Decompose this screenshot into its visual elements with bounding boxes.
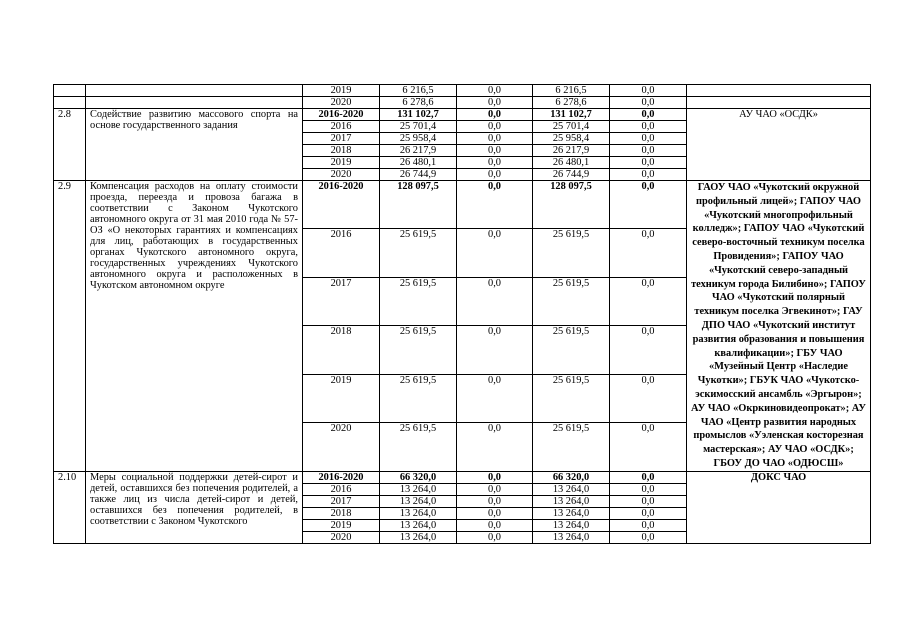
year-cell: 2019: [303, 374, 380, 422]
other-sources-cell: 0,0: [610, 277, 687, 325]
executor-cell: [687, 85, 871, 97]
regional-budget-cell: 25 619,5: [533, 374, 610, 422]
year-cell: 2019: [303, 85, 380, 97]
total-budget-cell: 25 958,4: [380, 133, 457, 145]
row-number-cell: 2.9: [54, 181, 86, 472]
year-cell: 2016-2020: [303, 109, 380, 121]
year-cell: 2016-2020: [303, 471, 380, 483]
table-body: [54, 85, 871, 544]
regional-budget-cell: 25 958,4: [533, 133, 610, 145]
regional-budget-cell: 25 619,5: [533, 326, 610, 374]
total-budget-cell: 25 619,5: [380, 423, 457, 471]
regional-budget-cell: 13 264,0: [533, 495, 610, 507]
total-budget-cell: 25 619,5: [380, 374, 457, 422]
year-cell: 2020: [303, 97, 380, 109]
year-cell: 2019: [303, 519, 380, 531]
other-sources-cell: 0,0: [610, 507, 687, 519]
year-cell: 2017: [303, 133, 380, 145]
total-budget-cell: 25 619,5: [380, 277, 457, 325]
total-budget-cell: 13 264,0: [380, 531, 457, 543]
total-budget-cell: 6 216,5: [380, 85, 457, 97]
total-budget-cell: 25 701,4: [380, 121, 457, 133]
description-cell: Компенсация расходов на оплату стоимости проезда, переезда и провоза багажа в соответствии с Законом Чукотского автономного округа от 31 мая 2010 года № 57-ОЗ «О некоторых гарантиях и компенсациях для лиц, работающих в государственных органах Чукотского автономного округа, государственных учреждениях Чукотского автономного округа и расположенных в Чукотском автономном округе: [86, 181, 303, 472]
federal-budget-cell: 0,0: [457, 169, 533, 181]
total-budget-cell: 26 480,1: [380, 157, 457, 169]
year-cell: 2016: [303, 229, 380, 277]
row-number-cell: [54, 97, 86, 109]
total-budget-cell: 128 097,5: [380, 181, 457, 229]
regional-budget-cell: 26 744,9: [533, 169, 610, 181]
total-budget-cell: 13 264,0: [380, 495, 457, 507]
federal-budget-cell: 0,0: [457, 109, 533, 121]
program-funding-table: [53, 84, 871, 544]
total-budget-cell: 25 619,5: [380, 229, 457, 277]
executor-cell: ДОКС ЧАО: [687, 471, 871, 543]
year-cell: 2019: [303, 157, 380, 169]
federal-budget-cell: 0,0: [457, 519, 533, 531]
federal-budget-cell: 0,0: [457, 229, 533, 277]
regional-budget-cell: 25 701,4: [533, 121, 610, 133]
other-sources-cell: 0,0: [610, 531, 687, 543]
regional-budget-cell: 25 619,5: [533, 229, 610, 277]
federal-budget-cell: 0,0: [457, 507, 533, 519]
federal-budget-cell: 0,0: [457, 97, 533, 109]
other-sources-cell: 0,0: [610, 145, 687, 157]
federal-budget-cell: 0,0: [457, 471, 533, 483]
total-budget-cell: 66 320,0: [380, 471, 457, 483]
year-cell: 2017: [303, 495, 380, 507]
other-sources-cell: 0,0: [610, 109, 687, 121]
year-cell: 2017: [303, 277, 380, 325]
row-number-cell: [54, 85, 86, 97]
table-row: [54, 471, 871, 483]
other-sources-cell: 0,0: [610, 326, 687, 374]
other-sources-cell: 0,0: [610, 85, 687, 97]
total-budget-cell: 26 744,9: [380, 169, 457, 181]
total-budget-cell: 26 217,9: [380, 145, 457, 157]
year-cell: 2018: [303, 145, 380, 157]
other-sources-cell: 0,0: [610, 229, 687, 277]
table-row: [54, 181, 871, 229]
federal-budget-cell: 0,0: [457, 145, 533, 157]
other-sources-cell: 0,0: [610, 471, 687, 483]
executor-cell: АУ ЧАО «ОСДК»: [687, 109, 871, 181]
other-sources-cell: 0,0: [610, 423, 687, 471]
regional-budget-cell: 6 278,6: [533, 97, 610, 109]
other-sources-cell: 0,0: [610, 121, 687, 133]
other-sources-cell: 0,0: [610, 374, 687, 422]
federal-budget-cell: 0,0: [457, 277, 533, 325]
regional-budget-cell: 25 619,5: [533, 423, 610, 471]
federal-budget-cell: 0,0: [457, 133, 533, 145]
other-sources-cell: 0,0: [610, 157, 687, 169]
year-cell: 2020: [303, 423, 380, 471]
regional-budget-cell: 131 102,7: [533, 109, 610, 121]
regional-budget-cell: 6 216,5: [533, 85, 610, 97]
year-cell: 2018: [303, 326, 380, 374]
federal-budget-cell: 0,0: [457, 531, 533, 543]
federal-budget-cell: 0,0: [457, 326, 533, 374]
description-cell: [86, 85, 303, 97]
table-row: [54, 109, 871, 121]
other-sources-cell: 0,0: [610, 495, 687, 507]
row-number-cell: 2.8: [54, 109, 86, 181]
year-cell: 2016-2020: [303, 181, 380, 229]
other-sources-cell: 0,0: [610, 97, 687, 109]
executor-cell: ГАОУ ЧАО «Чукотский окружной профильный лицей»; ГАПОУ ЧАО «Чукотский многопрофильный колледж»; ГАПОУ ЧАО «Чукотский северо-восточный техникум поселка Провидения»; ГАПОУ ЧАО «Чукотский северо-западный техникум города Билибино»; ГАПОУ ЧАО «Чукотский полярный техникум поселка Эгвекинот»; ГАУ ДПО ЧАО «Чукотский институт развития образования и повышения квалификации»; ГБУ ЧАО «Музейный Центр «Наследие Чукотки»; ГБУК ЧАО «Чукотско-эскимосский ансамбль «Эргырон»; АУ ЧАО «Окркиновидеопрокат»; АУ ЧАО «Центр развития народных промыслов «Уэленская косторезная мастерская»; АУ ЧАО «ОСДК»; ГБОУ ДО ЧАО «ОДЮСШ»: [687, 181, 871, 472]
total-budget-cell: 131 102,7: [380, 109, 457, 121]
table-row: [54, 85, 871, 97]
federal-budget-cell: 0,0: [457, 121, 533, 133]
year-cell: 2018: [303, 507, 380, 519]
total-budget-cell: 13 264,0: [380, 483, 457, 495]
regional-budget-cell: 25 619,5: [533, 277, 610, 325]
year-cell: 2016: [303, 121, 380, 133]
year-cell: 2020: [303, 169, 380, 181]
federal-budget-cell: 0,0: [457, 181, 533, 229]
regional-budget-cell: 26 480,1: [533, 157, 610, 169]
federal-budget-cell: 0,0: [457, 374, 533, 422]
regional-budget-cell: 128 097,5: [533, 181, 610, 229]
other-sources-cell: 0,0: [610, 169, 687, 181]
regional-budget-cell: 13 264,0: [533, 519, 610, 531]
other-sources-cell: 0,0: [610, 133, 687, 145]
regional-budget-cell: 66 320,0: [533, 471, 610, 483]
year-cell: 2020: [303, 531, 380, 543]
total-budget-cell: 13 264,0: [380, 519, 457, 531]
federal-budget-cell: 0,0: [457, 423, 533, 471]
total-budget-cell: 13 264,0: [380, 507, 457, 519]
description-cell: Содействие развитию массового спорта на основе государственного задания: [86, 109, 303, 181]
regional-budget-cell: 13 264,0: [533, 483, 610, 495]
federal-budget-cell: 0,0: [457, 495, 533, 507]
total-budget-cell: 6 278,6: [380, 97, 457, 109]
federal-budget-cell: 0,0: [457, 157, 533, 169]
table-row: [54, 97, 871, 109]
description-cell: Меры социальной поддержки детей-сирот и детей, оставшихся без попечения родителей, а также лиц из числа детей-сирот и детей, оставшихся без попечения родителей, в соответствии с Законом Чукотского: [86, 471, 303, 543]
federal-budget-cell: 0,0: [457, 85, 533, 97]
other-sources-cell: 0,0: [610, 483, 687, 495]
description-cell: [86, 97, 303, 109]
other-sources-cell: 0,0: [610, 519, 687, 531]
regional-budget-cell: 13 264,0: [533, 531, 610, 543]
year-cell: 2016: [303, 483, 380, 495]
regional-budget-cell: 13 264,0: [533, 507, 610, 519]
federal-budget-cell: 0,0: [457, 483, 533, 495]
regional-budget-cell: 26 217,9: [533, 145, 610, 157]
other-sources-cell: 0,0: [610, 181, 687, 229]
row-number-cell: 2.10: [54, 471, 86, 543]
total-budget-cell: 25 619,5: [380, 326, 457, 374]
executor-cell: [687, 97, 871, 109]
